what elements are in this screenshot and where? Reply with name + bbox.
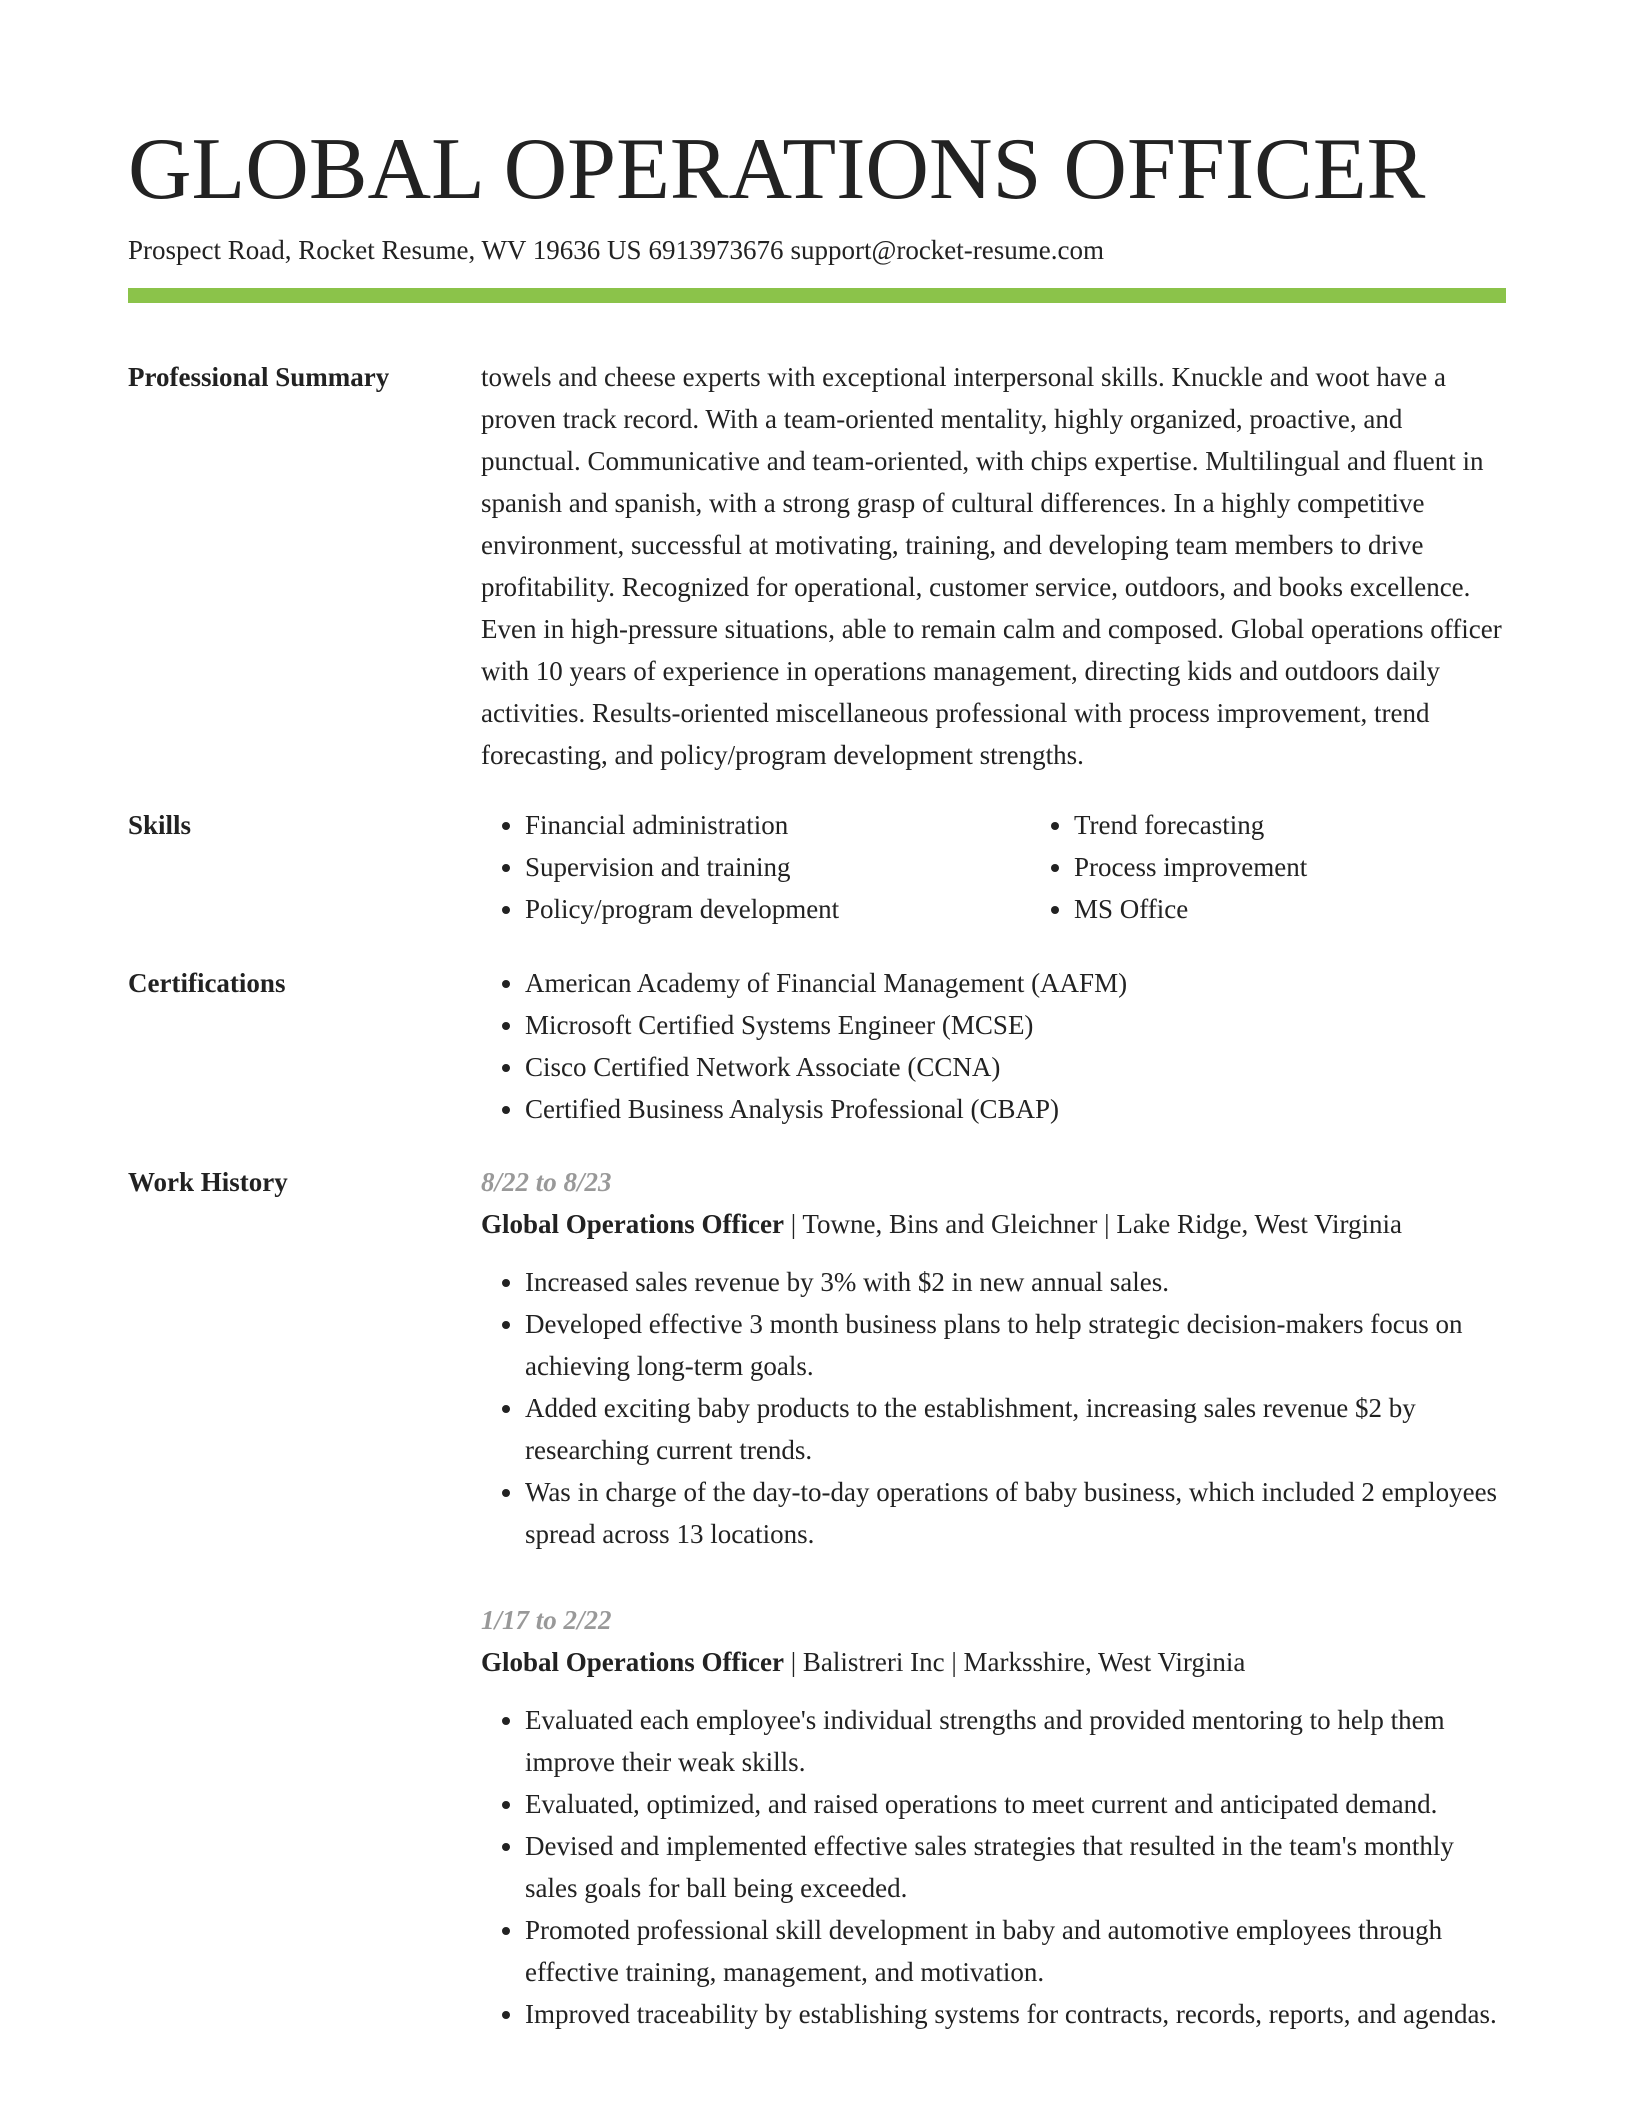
job-dates: 1/17 to 2/22: [481, 1605, 612, 1635]
certification-item: • American Academy of Financial Management (AAFM): [525, 962, 1506, 1004]
job-bullet: • Evaluated, optimized, and raised operations to meet current and anticipated demand.: [525, 1783, 1506, 1825]
job-title: Global Operations Officer: [481, 1647, 784, 1677]
job-bullet: • Promoted professional skill development in baby and automotive employees through effective training, management, and motivation.: [525, 1909, 1506, 1993]
summary-text: towels and cheese experts with exceptional interpersonal skills. Knuckle and woot have a proven track record. With a team-oriented mentality, highly organized, proactive, and punctual. Communicative and team-oriented, with chips expertise. Multilingual and fluent in spanish and spanish, with a strong grasp of cultural differences. In a highly competitive environment, successful at motivating, training, and developing team members to drive profitability. Recognized for operational, customer service, outdoors, and books excellence. Even in high-pressure situations, able to remain calm and composed. Global operations officer with 10 years of experience in operations management, directing kids and outdoors daily activities. Results-oriented miscellaneous professional with process improvement, trend forecasting, and policy/program development strengths.: [481, 362, 1502, 770]
job-bullet: • Devised and implemented effective sales strategies that resulted in the team's monthly sales goals for ball being exceeded.: [525, 1825, 1506, 1909]
resume-page: [128, 118, 1506, 2035]
certifications-list: [481, 962, 1506, 1130]
resume-name: GLOBAL OPERATIONS OFFICER: [128, 121, 1426, 218]
section-title-work-history: Work History: [128, 1167, 288, 1197]
job-bullet: • Was in charge of the day-to-day operations of baby business, which included 2 employees spread across 13 locations.: [525, 1471, 1506, 1555]
contact-email: support@rocket-resume.com: [790, 235, 1104, 265]
job-bullet: • Increased sales revenue by 3% with $2 in new annual sales.: [525, 1261, 1506, 1303]
skills-grid: [481, 804, 1579, 930]
contact-line: [128, 232, 1506, 268]
skill-item: • Financial administration: [525, 804, 1030, 846]
job-dates: 8/22 to 8/23: [481, 1167, 612, 1197]
job-bullet: • Evaluated each employee's individual strengths and provided mentoring to help them improve their weak skills.: [525, 1699, 1506, 1783]
header-divider: [128, 288, 1506, 303]
skills-list-right: [1030, 804, 1579, 930]
job-heading: [481, 1641, 1506, 1683]
job-bullet: • Improved traceability by establishing systems for contracts, records, reports, and agendas.: [525, 1993, 1506, 2035]
section-title-certifications: Certifications: [128, 968, 286, 998]
job-entry: [481, 1161, 1506, 1555]
job-title: Global Operations Officer: [481, 1209, 784, 1239]
skill-item: • MS Office: [1074, 888, 1579, 930]
summary-section: [128, 356, 1506, 776]
skill-item: • Process improvement: [1074, 846, 1579, 888]
skill-item: • Trend forecasting: [1074, 804, 1579, 846]
job-entry: [481, 1599, 1506, 2035]
work-history-section: [128, 1161, 1506, 2035]
section-title-summary: Professional Summary: [128, 362, 390, 392]
job-bullets: [481, 1699, 1506, 2035]
skill-item: • Supervision and training: [525, 846, 1030, 888]
certification-item: • Certified Business Analysis Professional (CBAP): [525, 1088, 1506, 1130]
job-details: | Balistreri Inc | Marksshire, West Virginia: [783, 1647, 1246, 1677]
skills-section: [128, 804, 1506, 930]
contact-phone: 6913973676: [648, 235, 784, 265]
contact-address: Prospect Road, Rocket Resume, WV 19636 US: [128, 235, 642, 265]
job-bullet: • Added exciting baby products to the establishment, increasing sales revenue $2 by researching current trends.: [525, 1387, 1506, 1471]
skills-list-left: [481, 804, 1030, 930]
certification-item: • Cisco Certified Network Associate (CCNA): [525, 1046, 1506, 1088]
job-details: | Towne, Bins and Gleichner | Lake Ridge, West Virginia: [783, 1209, 1402, 1239]
certifications-section: [128, 962, 1506, 1130]
skill-item: • Policy/program development: [525, 888, 1030, 930]
certification-item: • Microsoft Certified Systems Engineer (MCSE): [525, 1004, 1506, 1046]
job-bullet: • Developed effective 3 month business plans to help strategic decision-makers focus on achieving long-term goals.: [525, 1303, 1506, 1387]
job-bullets: [481, 1261, 1506, 1555]
job-heading: [481, 1203, 1506, 1245]
section-title-skills: Skills: [128, 810, 192, 840]
